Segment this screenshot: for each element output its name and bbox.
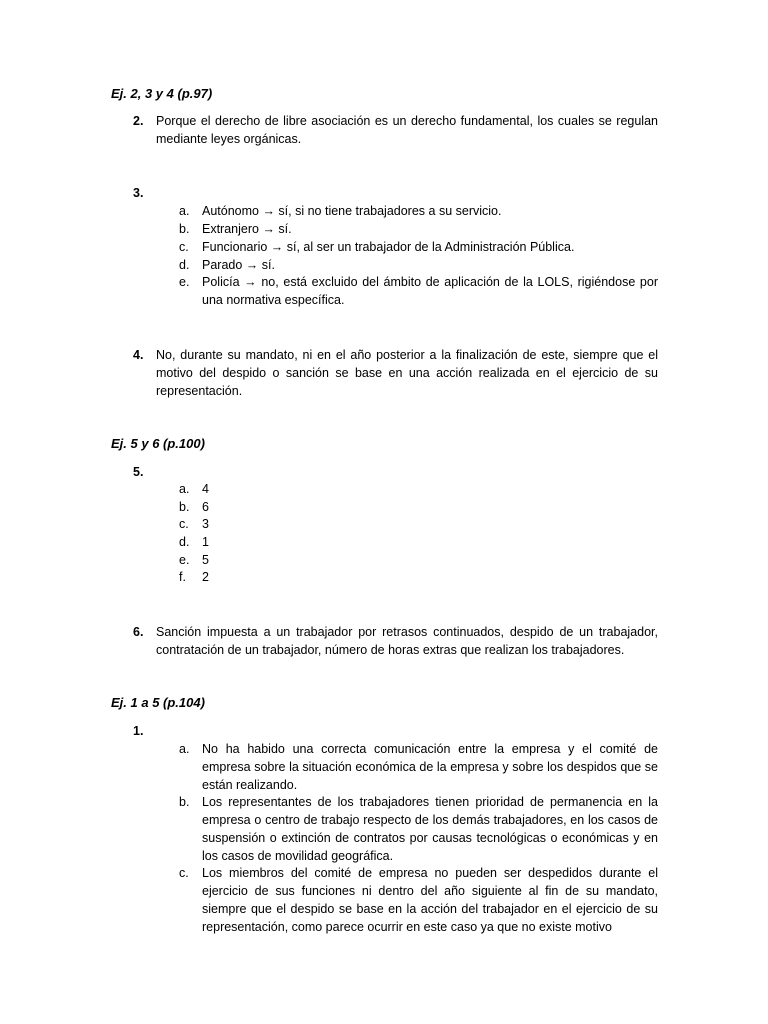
- list-item: 1: [202, 535, 209, 549]
- list-item-letter: b.: [179, 795, 190, 809]
- answer-text: Sanción impuesta a un trabajador por retrasos continuados, despido de un trabajador, contratación de un trabajador, número de horas extras que realizan los trabajadores.: [156, 625, 658, 657]
- list-item-letter: a.: [179, 482, 190, 496]
- list-item-letter: e.: [179, 275, 190, 289]
- question-number: 3.: [133, 186, 144, 200]
- list-item: 3: [202, 517, 209, 531]
- list-item-letter: d.: [179, 258, 190, 272]
- section-heading: Ej. 1 a 5 (p.104): [111, 695, 205, 710]
- list-item: Los representantes de los trabajadores tienen prioridad de permanencia en la empresa o centro de trabajo respecto de los demás trabajadores, en los casos de suspensión o extinción de contratos por causas tecnológicas o económicas y en los casos de movilidad geográfica.: [202, 795, 658, 863]
- question-number: 1.: [133, 724, 144, 738]
- answer-text: Porque el derecho de libre asociación es un derecho fundamental, los cuales se regulan mediante leyes orgánicas.: [156, 114, 658, 146]
- question-number: 5.: [133, 465, 144, 479]
- list-item-letter: a.: [179, 204, 190, 218]
- question-number: 2.: [133, 114, 144, 128]
- list-item: Extranjero → sí.: [202, 222, 292, 236]
- section-heading: Ej. 2, 3 y 4 (p.97): [111, 86, 213, 101]
- answer-text: No, durante su mandato, ni en el año posterior a la finalización de este, siempre que el motivo del despido o sanción se base en una acción realizada en el ejercicio de su representación.: [156, 348, 658, 398]
- list-item: 5: [202, 553, 209, 567]
- list-item: No ha habido una correcta comunicación entre la empresa y el comité de empresa sobre la situación económica de la empresa y sobre los despidos que se están realizando.: [202, 742, 658, 792]
- list-item-letter: c.: [179, 240, 189, 254]
- list-item: 4: [202, 482, 209, 496]
- list-item: Policía → no, está excluido del ámbito de aplicación de la LOLS, rigiéndose por una normativa específica.: [202, 275, 658, 307]
- question-number: 4.: [133, 348, 144, 362]
- list-item-letter: d.: [179, 535, 190, 549]
- list-item: Autónomo → sí, si no tiene trabajadores a su servicio.: [202, 204, 502, 218]
- list-item: 6: [202, 500, 209, 514]
- section-heading: Ej. 5 y 6 (p.100): [111, 436, 205, 451]
- list-item: Funcionario → sí, al ser un trabajador de la Administración Pública.: [202, 240, 575, 254]
- list-item-letter: a.: [179, 742, 190, 756]
- list-item-letter: b.: [179, 222, 190, 236]
- question-number: 6.: [133, 625, 144, 639]
- list-item-letter: f.: [179, 570, 186, 584]
- list-item-letter: b.: [179, 500, 190, 514]
- list-item-letter: e.: [179, 553, 190, 567]
- list-item-letter: c.: [179, 866, 189, 880]
- list-item: 2: [202, 570, 209, 584]
- list-item-letter: c.: [179, 517, 189, 531]
- list-item: Parado → sí.: [202, 258, 275, 272]
- list-item: Los miembros del comité de empresa no pueden ser despedidos durante el ejercicio de sus funciones ni dentro del año siguiente al fin de su mandato, siempre que el despido se base en la acción del trabajador en el ejercicio de su representación, como parece ocurrir en este caso ya que no existe motivo: [202, 866, 658, 934]
